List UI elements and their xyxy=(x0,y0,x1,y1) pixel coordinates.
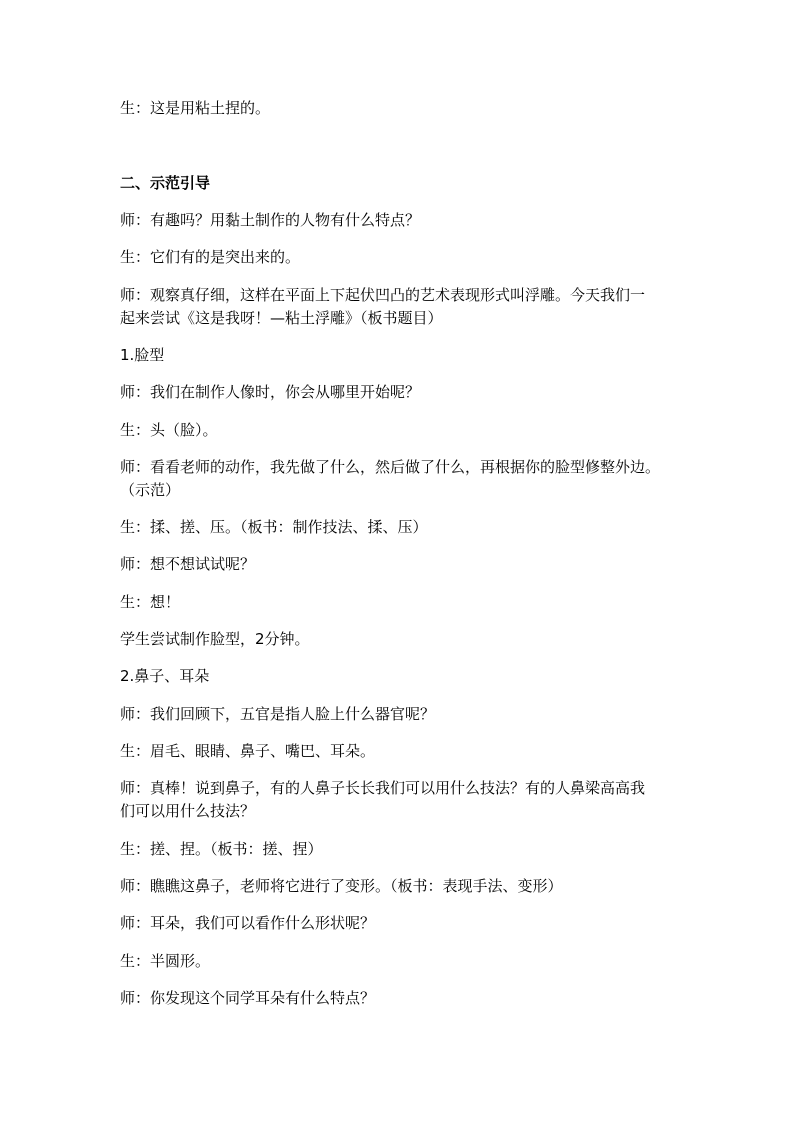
paragraph: 生：它们有的是突出来的。 xyxy=(120,248,301,266)
subheading: 2.鼻子、耳朵 xyxy=(120,667,210,685)
section-heading: 二、示范引导 xyxy=(120,174,211,192)
paragraph-line: 师：看看老师的动作，我先做了什么，然后做了什么，再根据你的脸型修整外边。 xyxy=(120,458,661,476)
paragraph: 生：揉、搓、压。（板书：制作技法、揉、压） xyxy=(120,518,428,536)
paragraph: 生：这是用粘土捏的。 xyxy=(120,99,271,117)
paragraph-line: （示范） xyxy=(120,481,181,499)
paragraph: 生：头（脸）。 xyxy=(120,421,218,439)
subheading: 1.脸型 xyxy=(120,346,165,364)
paragraph: 生：眉毛、眼睛、鼻子、嘴巴、耳朵。 xyxy=(120,742,376,760)
paragraph: 师：我们回顾下，五官是指人脸上什么器官呢？ xyxy=(120,705,436,723)
paragraph: 师：瞧瞧这鼻子，老师将它进行了变形。（板书：表现手法、变形） xyxy=(120,877,563,895)
paragraph-line: 师：观察真仔细，这样在平面上下起伏凹凸的艺术表现形式叫浮雕。今天我们一 xyxy=(120,286,646,304)
paragraph: 师：我们在制作人像时，你会从哪里开始呢？ xyxy=(120,383,421,401)
paragraph-line: 们可以用什么技法？ xyxy=(120,802,256,820)
paragraph-line: 起来尝试《这是我呀！—粘土浮雕》（板书题目） xyxy=(120,309,443,327)
paragraph: 师：你发现这个同学耳朵有什么特点？ xyxy=(120,989,376,1007)
paragraph: 师：耳朵，我们可以看作什么形状呢？ xyxy=(120,914,376,932)
paragraph: 师：想不想试试呢？ xyxy=(120,555,256,573)
paragraph: 生：半圆形。 xyxy=(120,952,211,970)
paragraph: 生：搓、捏。（板书：搓、捏） xyxy=(120,840,323,858)
paragraph: 生：想！ xyxy=(120,593,181,611)
paragraph: 师：有趣吗？用黏土制作的人物有什么特点？ xyxy=(120,211,421,229)
paragraph-line: 师：真棒！说到鼻子，有的人鼻子长长我们可以用什么技法？有的人鼻梁高高我 xyxy=(120,779,646,797)
paragraph: 学生尝试制作脸型，2分钟。 xyxy=(120,630,310,648)
